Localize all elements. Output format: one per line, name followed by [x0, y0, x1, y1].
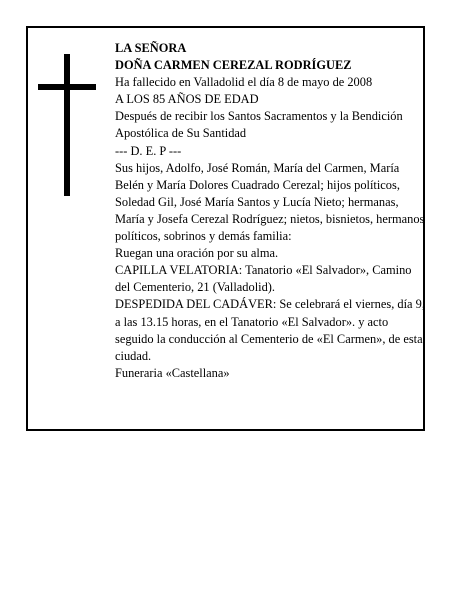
death-date-line: Ha fallecido en Valladolid el día 8 de mayo de 2008: [115, 75, 373, 90]
cross-icon: [38, 54, 96, 196]
dep-line: --- D. E. P ---: [115, 143, 182, 158]
funeral-home-line: Funeraria «Castellana»: [115, 365, 230, 380]
chapel-paragraph: CAPILLA VELATORIA: Tanatorio «El Salvador», Camino del Cementerio, 21 (Valladolid).: [115, 263, 412, 295]
notice-text: [115, 40, 425, 382]
notice-heading-title: LA SEÑORA: [115, 41, 187, 55]
obituary-notice: [26, 26, 425, 431]
prayer-line: Ruegan una oración por su alma.: [115, 246, 279, 261]
family-paragraph: Sus hijos, Adolfo, José Román, María del Carmen, María Belén y María Dolores Cuadrado Cerezal; hijos políticos, Soledad Gil, José María Santos y Lucía Nieto; hermanas, María y Josefa Cerezal Rodríguez; nietos, bisnietos, hermanos políticos, sobrinos y demás familia:: [115, 160, 425, 244]
age-line: A LOS 85 AÑOS DE EDAD: [115, 92, 259, 107]
deceased-name: DOÑA CARMEN CEREZAL RODRÍGUEZ: [115, 58, 352, 73]
farewell-paragraph: DESPEDIDA DEL CADÁVER: Se celebrará el viernes, día 9, a las 13.15 horas, en el Tanatorio «El Salvador». y acto seguido la conducción al Cementerio de «El Carmen», de esta ciudad.: [115, 297, 425, 363]
sacraments-line: Después de recibir los Santos Sacramentos y la Bendición Apostólica de Su Santidad: [115, 109, 403, 141]
